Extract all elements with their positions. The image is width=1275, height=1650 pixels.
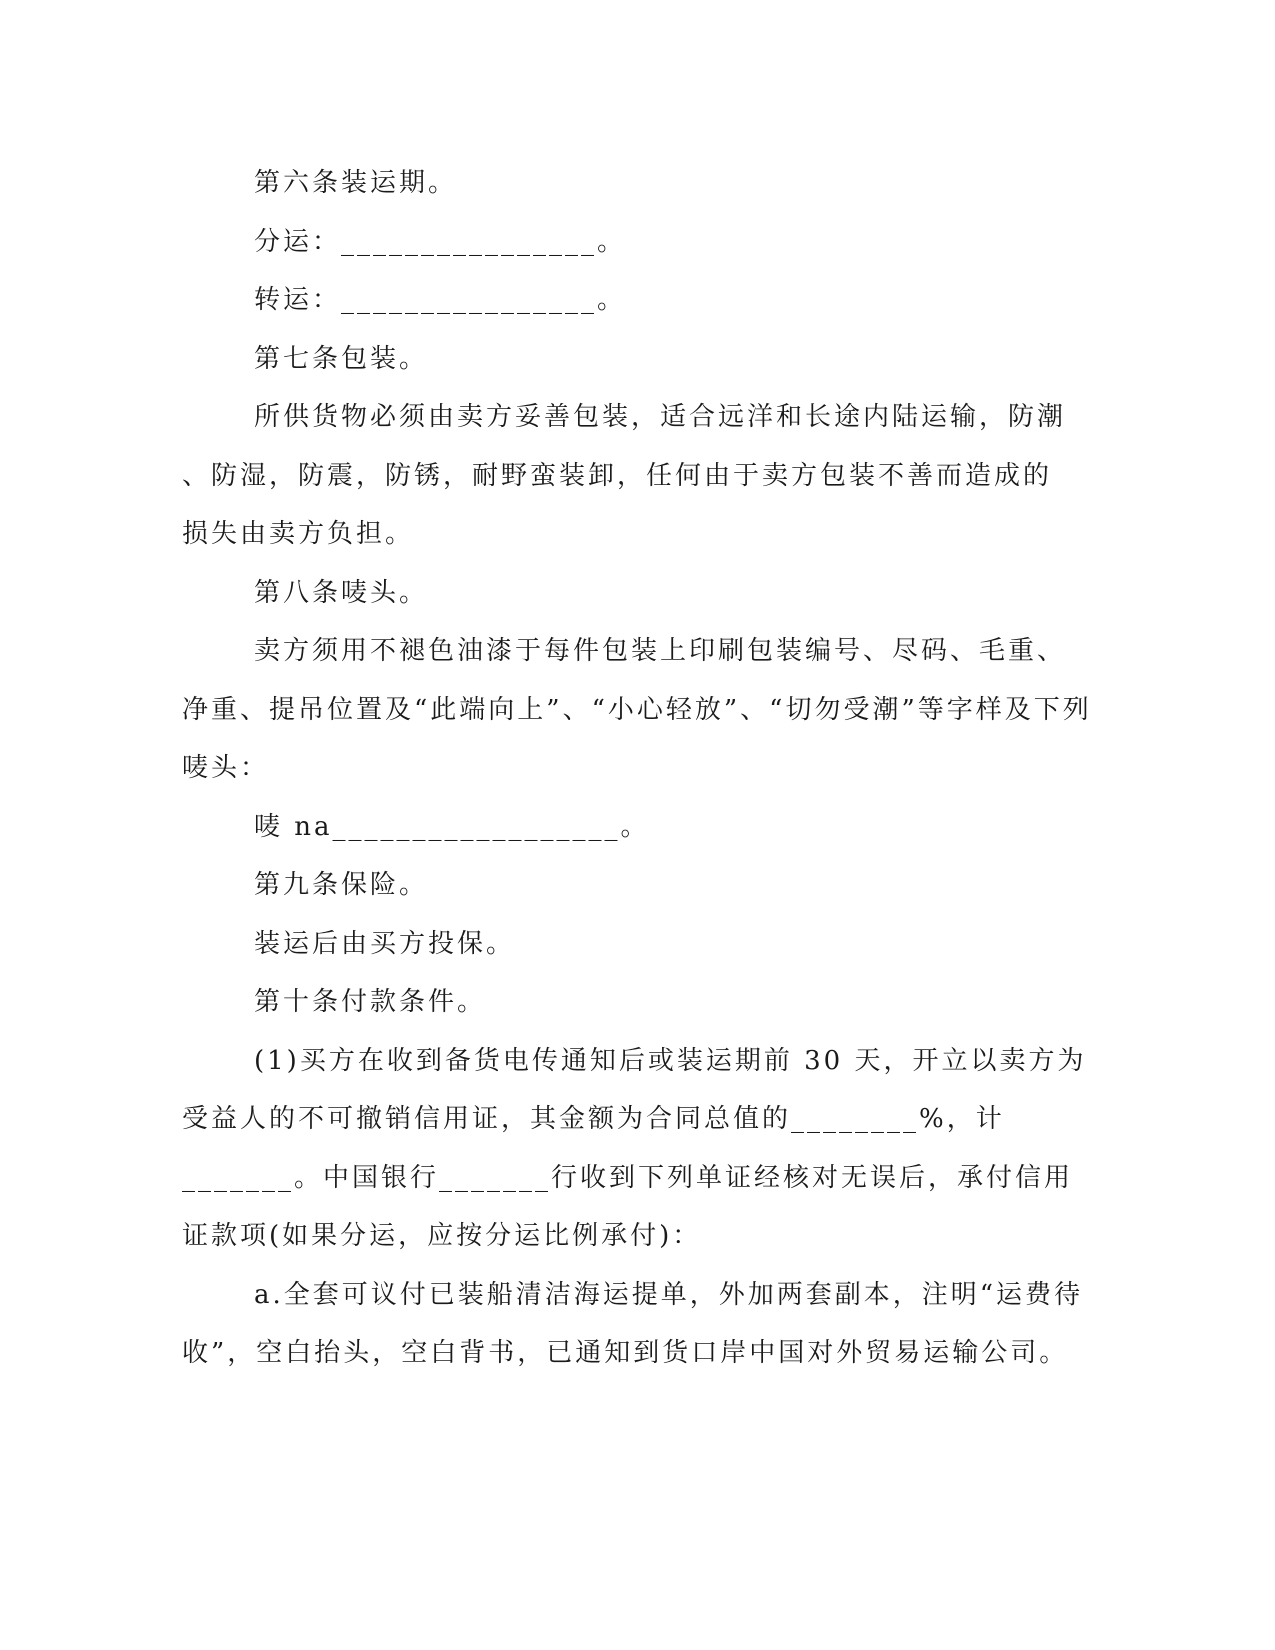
section-heading-insurance: 第九条保险。 <box>254 870 429 900</box>
packing-paragraph-line: 、防湿，防震，防锈，耐野蛮装卸，任何由于卖方包装不善而造成的 <box>182 460 1053 491</box>
marks-blank-line: 唛 na__________________。 <box>254 811 650 842</box>
section-heading-payment: 第十条付款条件。 <box>254 987 487 1017</box>
payment-paragraph-line: (1)买方在收到备货电传通知后或装运期前 30 天，开立以卖方为 <box>254 1045 1087 1076</box>
section-heading-shipment-period: 第六条装运期。 <box>254 168 458 198</box>
payment-item-a-line: 收”，空白抬头，空白背书，已通知到货口岸中国对外贸易运输公司。 <box>182 1338 1069 1368</box>
section-heading-packing: 第七条包装。 <box>254 343 429 374</box>
transshipment-line: 转运：________________。 <box>254 285 627 315</box>
packing-paragraph-line: 所供货物必须由卖方妥善包装，适合远洋和长途内陆运输，防潮 <box>254 402 1067 432</box>
marks-paragraph-line: 唛头： <box>182 753 270 783</box>
marks-paragraph-line: 净重、提吊位置及“此端向上”、“小心轻放”、“切勿受潮”等字样及下列 <box>182 694 1092 725</box>
payment-paragraph-line: 证款项(如果分运，应按分运比例承付)： <box>182 1221 702 1251</box>
document-body <box>182 154 1092 1383</box>
payment-item-a-line: a.全套可议付已装船清洁海运提单，外加两套副本，注明“运费待 <box>254 1279 1084 1310</box>
payment-paragraph-line: _______。中国银行_______行收到下列单证经核对无误后，承付信用 <box>182 1162 1074 1193</box>
section-heading-marks: 第八条唛头。 <box>254 577 429 608</box>
partial-shipment-line: 分运：________________。 <box>254 226 627 257</box>
insurance-paragraph-line: 装运后由买方投保。 <box>254 928 516 959</box>
packing-paragraph-line: 损失由卖方负担。 <box>182 519 415 549</box>
payment-paragraph-line: 受益人的不可撤销信用证，其金额为合同总值的________%，计 <box>182 1104 1005 1134</box>
marks-paragraph-line: 卖方须用不褪色油漆于每件包装上印刷包装编号、尽码、毛重、 <box>254 636 1067 666</box>
